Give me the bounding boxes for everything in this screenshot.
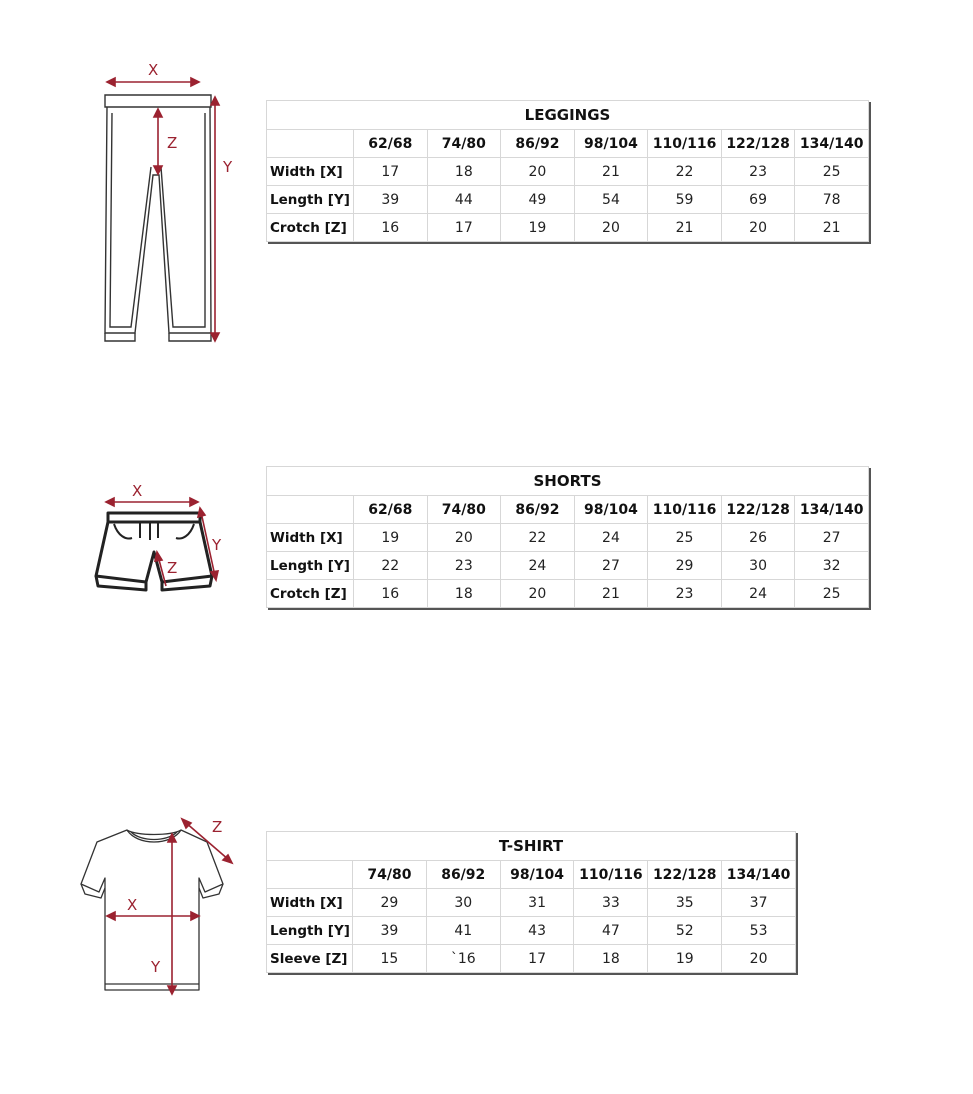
tshirt-y-label: Y <box>151 958 161 976</box>
row-header: Width [X] <box>267 158 354 186</box>
table-row <box>267 524 869 552</box>
tshirt-illustration <box>75 812 245 997</box>
column-header: 74/80 <box>427 496 501 524</box>
column-header: 98/104 <box>574 496 648 524</box>
table-cell: 47 <box>574 917 648 945</box>
shorts-size-table <box>266 466 869 608</box>
table-title: LEGGINGS <box>267 101 869 130</box>
table-cell: 20 <box>722 945 796 973</box>
table-cell: 29 <box>648 552 722 580</box>
table-cell: 43 <box>500 917 574 945</box>
column-header: 98/104 <box>574 130 648 158</box>
table-cell: 20 <box>721 214 795 242</box>
table-corner <box>267 861 353 889</box>
table-cell: 22 <box>354 552 428 580</box>
table-cell: 22 <box>501 524 575 552</box>
table-cell: 20 <box>574 214 648 242</box>
column-header: 134/140 <box>795 130 869 158</box>
column-header: 122/128 <box>721 130 795 158</box>
table-row <box>267 945 796 973</box>
table-row <box>267 214 869 242</box>
row-header: Width [X] <box>267 524 354 552</box>
table-cell: 23 <box>721 158 795 186</box>
table-cell: 30 <box>721 552 795 580</box>
leggings-y-label: Y <box>223 158 233 176</box>
table-cell: 17 <box>427 214 501 242</box>
table-cell: 53 <box>722 917 796 945</box>
table-cell: 33 <box>574 889 648 917</box>
table-cell: 18 <box>574 945 648 973</box>
row-header: Length [Y] <box>267 917 353 945</box>
column-header: 62/68 <box>354 496 428 524</box>
column-header: 122/128 <box>648 861 722 889</box>
table-cell: 19 <box>501 214 575 242</box>
column-header: 74/80 <box>427 130 501 158</box>
tshirt-size-table <box>266 831 796 973</box>
table-cell: 15 <box>353 945 427 973</box>
row-header: Width [X] <box>267 889 353 917</box>
column-header: 86/92 <box>501 496 575 524</box>
table-cell: 20 <box>427 524 501 552</box>
table-row <box>267 158 869 186</box>
table-cell: 44 <box>427 186 501 214</box>
table-cell: `16 <box>426 945 500 973</box>
shorts-z-label: Z <box>167 559 178 577</box>
row-header: Sleeve [Z] <box>267 945 353 973</box>
tshirt-x-label: X <box>127 896 138 914</box>
leggings-z-label: Z <box>167 134 178 152</box>
column-header: 74/80 <box>353 861 427 889</box>
table-cell: 35 <box>648 889 722 917</box>
table-cell: 39 <box>353 917 427 945</box>
table-cell: 52 <box>648 917 722 945</box>
table-cell: 32 <box>795 552 869 580</box>
table-cell: 25 <box>795 580 869 608</box>
table-cell: 21 <box>574 580 648 608</box>
table-cell: 21 <box>574 158 648 186</box>
leggings-illustration <box>95 55 245 350</box>
table-cell: 25 <box>795 158 869 186</box>
table-cell: 41 <box>426 917 500 945</box>
table-cell: 20 <box>501 580 575 608</box>
row-header: Crotch [Z] <box>267 214 354 242</box>
row-header: Length [Y] <box>267 186 354 214</box>
column-header: 98/104 <box>500 861 574 889</box>
column-header: 134/140 <box>722 861 796 889</box>
table-row <box>267 889 796 917</box>
column-header: 62/68 <box>354 130 428 158</box>
column-header: 122/128 <box>721 496 795 524</box>
table-cell: 17 <box>500 945 574 973</box>
table-cell: 20 <box>501 158 575 186</box>
row-header: Crotch [Z] <box>267 580 354 608</box>
table-row <box>267 917 796 945</box>
table-cell: 31 <box>500 889 574 917</box>
leggings-size-table <box>266 100 869 242</box>
table-cell: 16 <box>354 580 428 608</box>
column-header: 110/116 <box>648 496 722 524</box>
table-cell: 18 <box>427 158 501 186</box>
table-cell: 29 <box>353 889 427 917</box>
table-cell: 27 <box>574 552 648 580</box>
table-cell: 19 <box>354 524 428 552</box>
table-row <box>267 552 869 580</box>
table-cell: 21 <box>648 214 722 242</box>
table-cell: 24 <box>574 524 648 552</box>
table-cell: 16 <box>354 214 428 242</box>
column-header: 110/116 <box>574 861 648 889</box>
table-cell: 24 <box>721 580 795 608</box>
table-title: SHORTS <box>267 467 869 496</box>
row-header: Length [Y] <box>267 552 354 580</box>
table-row <box>267 580 869 608</box>
table-cell: 59 <box>648 186 722 214</box>
table-cell: 30 <box>426 889 500 917</box>
column-header: 86/92 <box>426 861 500 889</box>
table-corner <box>267 130 354 158</box>
shorts-x-label: X <box>132 482 143 500</box>
table-cell: 21 <box>795 214 869 242</box>
tshirt-z-label: Z <box>212 818 223 836</box>
table-cell: 49 <box>501 186 575 214</box>
shorts-illustration <box>88 478 238 598</box>
table-cell: 23 <box>648 580 722 608</box>
table-corner <box>267 496 354 524</box>
table-cell: 19 <box>648 945 722 973</box>
column-header: 110/116 <box>648 130 722 158</box>
table-cell: 39 <box>354 186 428 214</box>
column-header: 134/140 <box>795 496 869 524</box>
table-cell: 24 <box>501 552 575 580</box>
table-cell: 23 <box>427 552 501 580</box>
table-cell: 54 <box>574 186 648 214</box>
table-row <box>267 186 869 214</box>
table-cell: 26 <box>721 524 795 552</box>
table-cell: 25 <box>648 524 722 552</box>
leggings-x-label: X <box>148 61 159 79</box>
table-cell: 78 <box>795 186 869 214</box>
table-cell: 27 <box>795 524 869 552</box>
table-cell: 69 <box>721 186 795 214</box>
table-cell: 18 <box>427 580 501 608</box>
shorts-y-label: Y <box>212 536 222 554</box>
table-cell: 17 <box>354 158 428 186</box>
table-cell: 22 <box>648 158 722 186</box>
table-cell: 37 <box>722 889 796 917</box>
table-title: T-SHIRT <box>267 832 796 861</box>
column-header: 86/92 <box>501 130 575 158</box>
